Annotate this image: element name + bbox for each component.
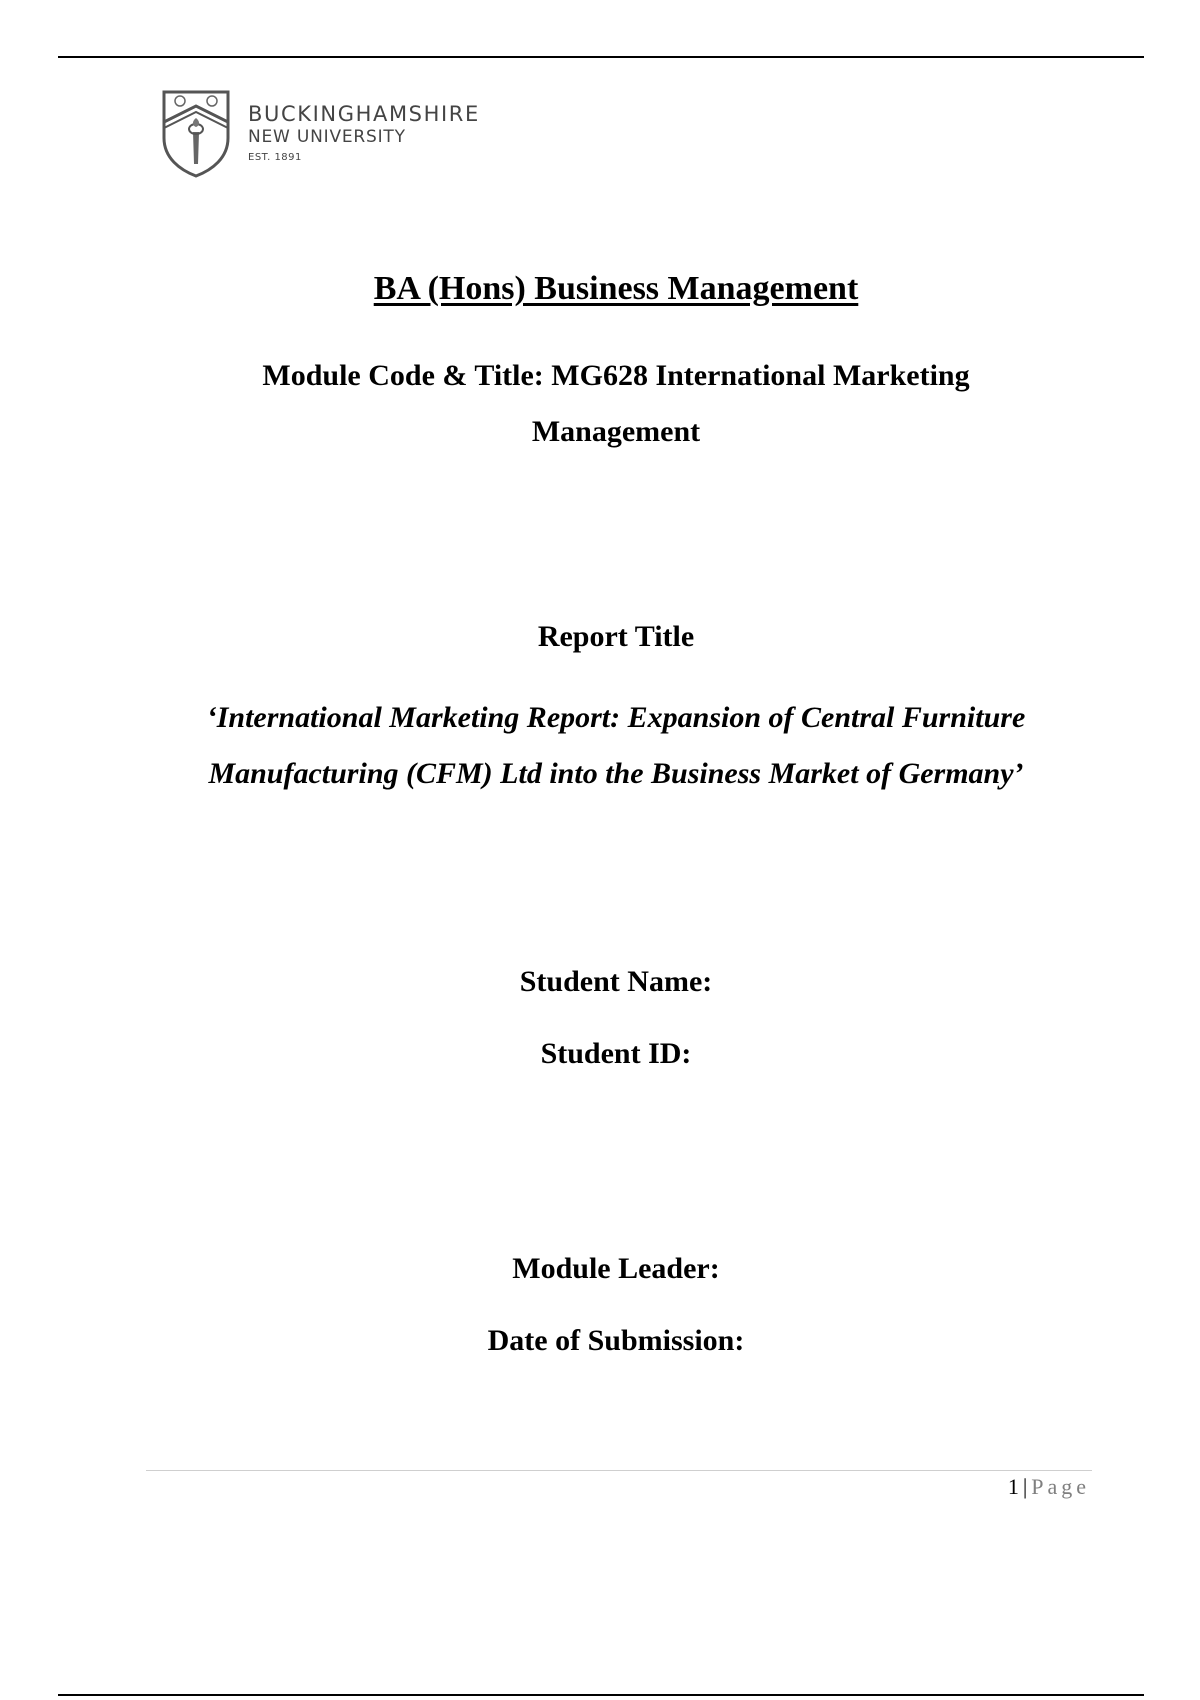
page-separator: | xyxy=(1022,1474,1028,1499)
report-title-line-1: ‘International Marketing Report: Expansion of Central Furniture xyxy=(206,701,1026,734)
logo-name-line1: BUCKINGHAMSHIRE xyxy=(248,102,480,126)
date-of-submission-label: Date of Submission: xyxy=(487,1324,745,1357)
footer-divider xyxy=(146,1470,1092,1471)
student-name-label: Student Name: xyxy=(519,965,713,998)
report-title-label: Report Title xyxy=(537,620,695,653)
degree-title xyxy=(0,270,1200,308)
page-word: Page xyxy=(1031,1474,1090,1499)
top-border-line xyxy=(58,56,1144,58)
bottom-border-line xyxy=(58,1694,1144,1696)
page-number: 1 xyxy=(1007,1474,1019,1499)
module-line-2: Management xyxy=(531,415,701,448)
module-line-1: Module Code & Title: MG628 International Marketing xyxy=(262,359,970,392)
degree-title-text: BA (Hons) Business Management xyxy=(373,270,859,307)
university-logo xyxy=(160,88,490,184)
logo-established: EST. 1891 xyxy=(248,152,302,163)
crest-icon xyxy=(160,88,232,180)
logo-wordmark xyxy=(248,102,480,165)
module-leader-label: Module Leader: xyxy=(512,1252,720,1285)
logo-name-line2: NEW UNIVERSITY xyxy=(248,127,406,147)
module-code-title xyxy=(220,348,1012,460)
student-id-label: Student ID: xyxy=(540,1037,692,1070)
page-footer xyxy=(1008,1474,1090,1500)
report-title-line-2: Manufacturing (CFM) Ltd into the Business Market of Germany’ xyxy=(208,757,1024,790)
report-title xyxy=(150,690,1082,802)
